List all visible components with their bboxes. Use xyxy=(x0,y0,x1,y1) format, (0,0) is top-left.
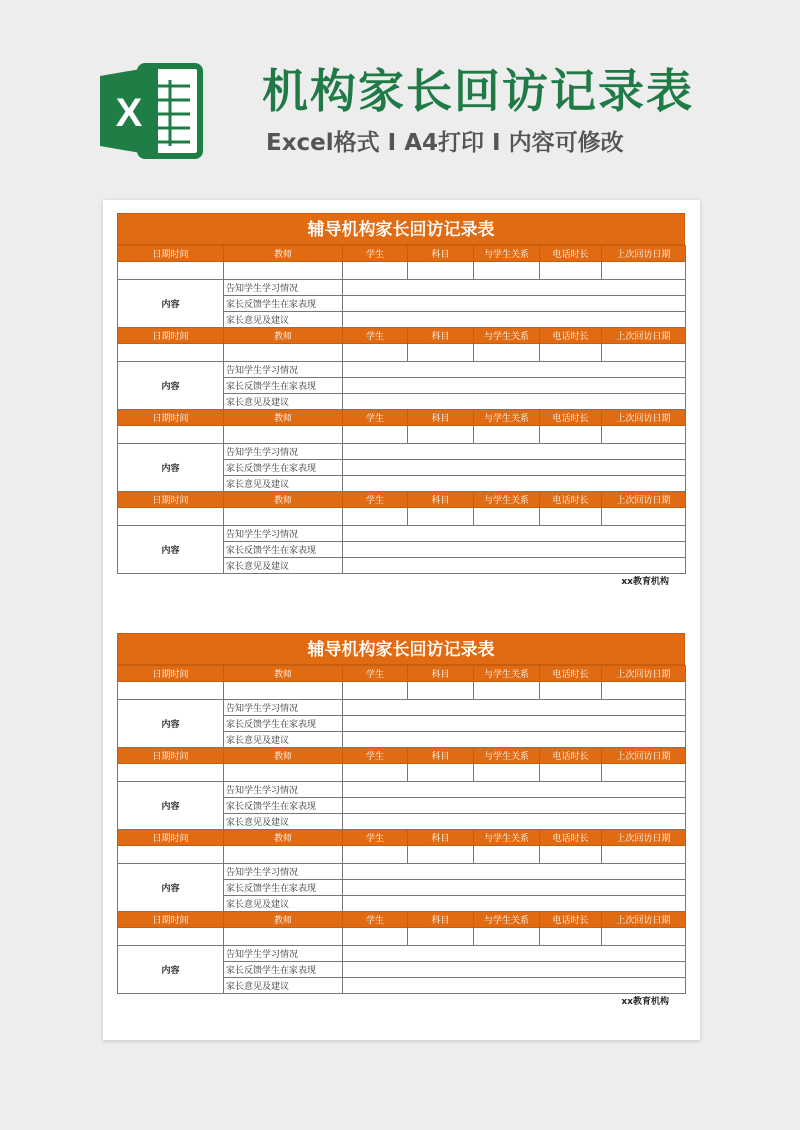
header-cell: 教师 xyxy=(224,246,343,262)
excel-logo-icon xyxy=(100,62,204,160)
content-item: 家长反馈学生在家表现 xyxy=(224,880,343,896)
entry-cell[interactable] xyxy=(540,928,602,946)
entry-cell[interactable] xyxy=(224,846,343,864)
entry-row xyxy=(118,426,686,444)
entry-cell[interactable] xyxy=(408,682,474,700)
content-entry-cell[interactable] xyxy=(343,280,686,296)
header-cell: 日期时间 xyxy=(118,328,224,344)
content-item: 告知学生学习情况 xyxy=(224,444,343,460)
svg-text:X: X xyxy=(115,91,143,135)
entry-cell[interactable] xyxy=(343,508,408,526)
header-cell: 教师 xyxy=(224,912,343,928)
content-item: 告知学生学习情况 xyxy=(224,864,343,880)
content-item: 家长意见及建议 xyxy=(224,558,343,574)
organization-name: xx教育机构 xyxy=(621,577,669,587)
entry-cell[interactable] xyxy=(408,928,474,946)
header-cell: 教师 xyxy=(224,492,343,508)
content-entry-cell[interactable] xyxy=(343,864,686,880)
header-cell: 与学生关系 xyxy=(474,246,540,262)
header-cell: 上次回访日期 xyxy=(602,830,686,846)
header-row xyxy=(118,830,686,846)
entry-row xyxy=(118,262,686,280)
header-cell: 教师 xyxy=(224,748,343,764)
entry-cell[interactable] xyxy=(408,262,474,280)
header-cell: 与学生关系 xyxy=(474,912,540,928)
entry-cell[interactable] xyxy=(474,764,540,782)
header-cell: 上次回访日期 xyxy=(602,246,686,262)
header-cell: 电话时长 xyxy=(540,748,602,764)
content-entry-cell[interactable] xyxy=(343,716,686,732)
content-label: 内容 xyxy=(118,782,224,830)
header-cell: 电话时长 xyxy=(540,666,602,682)
content-label: 内容 xyxy=(118,864,224,912)
header-cell: 与学生关系 xyxy=(474,748,540,764)
content-label: 内容 xyxy=(118,280,224,328)
content-item: 告知学生学习情况 xyxy=(224,946,343,962)
entry-cell[interactable] xyxy=(224,928,343,946)
entry-cell[interactable] xyxy=(224,344,343,362)
content-entry-cell[interactable] xyxy=(343,798,686,814)
content-entry-cell[interactable] xyxy=(343,978,686,994)
header-cell: 学生 xyxy=(343,492,408,508)
entry-cell[interactable] xyxy=(224,682,343,700)
entry-cell[interactable] xyxy=(602,846,686,864)
entry-cell[interactable] xyxy=(224,764,343,782)
header-cell: 与学生关系 xyxy=(474,830,540,846)
header-cell: 教师 xyxy=(224,666,343,682)
content-entry-cell[interactable] xyxy=(343,896,686,912)
entry-cell[interactable] xyxy=(602,262,686,280)
content-row xyxy=(118,782,686,798)
content-row xyxy=(118,280,686,296)
entry-cell[interactable] xyxy=(343,846,408,864)
entry-cell[interactable] xyxy=(408,426,474,444)
content-item: 告知学生学习情况 xyxy=(224,700,343,716)
entry-cell[interactable] xyxy=(602,426,686,444)
content-label: 内容 xyxy=(118,946,224,994)
header-cell: 上次回访日期 xyxy=(602,492,686,508)
content-entry-cell[interactable] xyxy=(343,558,686,574)
content-item: 家长意见及建议 xyxy=(224,814,343,830)
header-cell: 电话时长 xyxy=(540,410,602,426)
entry-cell[interactable] xyxy=(343,426,408,444)
content-label: 内容 xyxy=(118,700,224,748)
header-cell: 电话时长 xyxy=(540,912,602,928)
page-title: 机构家长回访记录表 xyxy=(262,64,694,118)
header-cell: 教师 xyxy=(224,410,343,426)
header-cell: 与学生关系 xyxy=(474,328,540,344)
entry-cell[interactable] xyxy=(540,344,602,362)
header-cell: 科目 xyxy=(408,246,474,262)
entry-cell[interactable] xyxy=(602,344,686,362)
page-subtitle: Excel格式 I A4打印 I 内容可修改 xyxy=(266,130,624,156)
content-entry-cell[interactable] xyxy=(343,962,686,978)
entry-cell[interactable] xyxy=(118,344,224,362)
content-entry-cell[interactable] xyxy=(343,460,686,476)
header-cell: 上次回访日期 xyxy=(602,328,686,344)
entry-cell[interactable] xyxy=(343,764,408,782)
content-item: 告知学生学习情况 xyxy=(224,526,343,542)
entry-row xyxy=(118,928,686,946)
header-cell: 科目 xyxy=(408,328,474,344)
entry-cell[interactable] xyxy=(224,508,343,526)
record-sheet xyxy=(117,633,685,1010)
content-label: 内容 xyxy=(118,526,224,574)
entry-cell[interactable] xyxy=(474,262,540,280)
content-entry-cell[interactable] xyxy=(343,362,686,378)
entry-cell[interactable] xyxy=(602,764,686,782)
entry-row xyxy=(118,344,686,362)
content-entry-cell[interactable] xyxy=(343,312,686,328)
header-cell: 科目 xyxy=(408,912,474,928)
content-item: 家长意见及建议 xyxy=(224,312,343,328)
entry-cell[interactable] xyxy=(540,426,602,444)
header-cell: 与学生关系 xyxy=(474,410,540,426)
header-row xyxy=(118,328,686,344)
content-label: 内容 xyxy=(118,362,224,410)
entry-cell[interactable] xyxy=(540,682,602,700)
header-row xyxy=(118,492,686,508)
header-cell: 日期时间 xyxy=(118,912,224,928)
content-row xyxy=(118,946,686,962)
content-row xyxy=(118,864,686,880)
content-entry-cell[interactable] xyxy=(343,732,686,748)
entry-cell[interactable] xyxy=(343,682,408,700)
header-cell: 学生 xyxy=(343,912,408,928)
entry-cell[interactable] xyxy=(343,344,408,362)
entry-cell[interactable] xyxy=(602,928,686,946)
entry-cell[interactable] xyxy=(474,344,540,362)
entry-cell[interactable] xyxy=(224,262,343,280)
record-table xyxy=(117,665,686,994)
entry-cell[interactable] xyxy=(343,262,408,280)
header-cell: 科目 xyxy=(408,410,474,426)
header-cell: 学生 xyxy=(343,748,408,764)
content-item: 家长反馈学生在家表现 xyxy=(224,460,343,476)
header-cell: 电话时长 xyxy=(540,246,602,262)
header-cell: 日期时间 xyxy=(118,666,224,682)
header-cell: 日期时间 xyxy=(118,246,224,262)
header-cell: 科目 xyxy=(408,492,474,508)
record-table xyxy=(117,245,686,574)
entry-cell[interactable] xyxy=(118,426,224,444)
header-cell: 上次回访日期 xyxy=(602,912,686,928)
content-row xyxy=(118,700,686,716)
entry-cell[interactable] xyxy=(602,508,686,526)
header-cell: 科目 xyxy=(408,666,474,682)
entry-cell[interactable] xyxy=(118,846,224,864)
entry-cell[interactable] xyxy=(118,262,224,280)
content-entry-cell[interactable] xyxy=(343,946,686,962)
header-cell: 教师 xyxy=(224,328,343,344)
header-cell: 科目 xyxy=(408,748,474,764)
sheet-title: 辅导机构家长回访记录表 xyxy=(117,633,685,665)
header-cell: 科目 xyxy=(408,830,474,846)
header-cell: 与学生关系 xyxy=(474,492,540,508)
header-cell: 上次回访日期 xyxy=(602,666,686,682)
entry-cell[interactable] xyxy=(224,426,343,444)
header-cell: 日期时间 xyxy=(118,492,224,508)
entry-cell[interactable] xyxy=(118,764,224,782)
header-cell: 电话时长 xyxy=(540,328,602,344)
header-row xyxy=(118,410,686,426)
entry-cell[interactable] xyxy=(343,928,408,946)
header-cell: 学生 xyxy=(343,666,408,682)
content-entry-cell[interactable] xyxy=(343,782,686,798)
content-item: 家长意见及建议 xyxy=(224,476,343,492)
header-cell: 学生 xyxy=(343,328,408,344)
content-item: 家长反馈学生在家表现 xyxy=(224,716,343,732)
content-entry-cell[interactable] xyxy=(343,700,686,716)
document-paper xyxy=(103,200,700,1040)
entry-cell[interactable] xyxy=(118,682,224,700)
entry-cell[interactable] xyxy=(474,426,540,444)
header-cell: 日期时间 xyxy=(118,830,224,846)
content-entry-cell[interactable] xyxy=(343,880,686,896)
header-cell: 电话时长 xyxy=(540,492,602,508)
entry-cell[interactable] xyxy=(474,682,540,700)
content-item: 家长反馈学生在家表现 xyxy=(224,962,343,978)
entry-cell[interactable] xyxy=(540,846,602,864)
content-item: 家长意见及建议 xyxy=(224,978,343,994)
entry-cell[interactable] xyxy=(540,262,602,280)
header-cell: 教师 xyxy=(224,830,343,846)
header-cell: 学生 xyxy=(343,246,408,262)
header-cell: 与学生关系 xyxy=(474,666,540,682)
entry-cell[interactable] xyxy=(408,508,474,526)
header-cell: 日期时间 xyxy=(118,410,224,426)
entry-cell[interactable] xyxy=(474,508,540,526)
header-row xyxy=(118,666,686,682)
content-entry-cell[interactable] xyxy=(343,394,686,410)
content-item: 家长反馈学生在家表现 xyxy=(224,296,343,312)
entry-cell[interactable] xyxy=(408,344,474,362)
entry-row xyxy=(118,682,686,700)
entry-cell[interactable] xyxy=(602,682,686,700)
entry-cell[interactable] xyxy=(540,764,602,782)
content-entry-cell[interactable] xyxy=(343,542,686,558)
content-item: 家长意见及建议 xyxy=(224,896,343,912)
content-entry-cell[interactable] xyxy=(343,444,686,460)
content-entry-cell[interactable] xyxy=(343,296,686,312)
content-row xyxy=(118,526,686,542)
organization-name: xx教育机构 xyxy=(621,997,669,1007)
content-item: 家长反馈学生在家表现 xyxy=(224,378,343,394)
entry-cell[interactable] xyxy=(118,508,224,526)
header-cell: 日期时间 xyxy=(118,748,224,764)
record-sheet xyxy=(117,213,685,590)
entry-cell[interactable] xyxy=(408,764,474,782)
header-row xyxy=(118,748,686,764)
content-item: 家长反馈学生在家表现 xyxy=(224,798,343,814)
content-item: 家长反馈学生在家表现 xyxy=(224,542,343,558)
entry-row xyxy=(118,846,686,864)
content-row xyxy=(118,362,686,378)
content-item: 告知学生学习情况 xyxy=(224,280,343,296)
header-row xyxy=(118,246,686,262)
content-label: 内容 xyxy=(118,444,224,492)
content-entry-cell[interactable] xyxy=(343,476,686,492)
header-cell: 学生 xyxy=(343,830,408,846)
entry-row xyxy=(118,764,686,782)
entry-cell[interactable] xyxy=(540,508,602,526)
entry-cell[interactable] xyxy=(474,928,540,946)
header-cell: 学生 xyxy=(343,410,408,426)
sheet-title: 辅导机构家长回访记录表 xyxy=(117,213,685,245)
entry-cell[interactable] xyxy=(474,846,540,864)
content-entry-cell[interactable] xyxy=(343,526,686,542)
entry-row xyxy=(118,508,686,526)
header-cell: 电话时长 xyxy=(540,830,602,846)
entry-cell[interactable] xyxy=(118,928,224,946)
content-item: 告知学生学习情况 xyxy=(224,362,343,378)
content-item: 家长意见及建议 xyxy=(224,732,343,748)
content-item: 告知学生学习情况 xyxy=(224,782,343,798)
header-cell: 上次回访日期 xyxy=(602,748,686,764)
header-row xyxy=(118,912,686,928)
header-cell: 上次回访日期 xyxy=(602,410,686,426)
content-entry-cell[interactable] xyxy=(343,378,686,394)
content-entry-cell[interactable] xyxy=(343,814,686,830)
entry-cell[interactable] xyxy=(408,846,474,864)
content-row xyxy=(118,444,686,460)
content-item: 家长意见及建议 xyxy=(224,394,343,410)
